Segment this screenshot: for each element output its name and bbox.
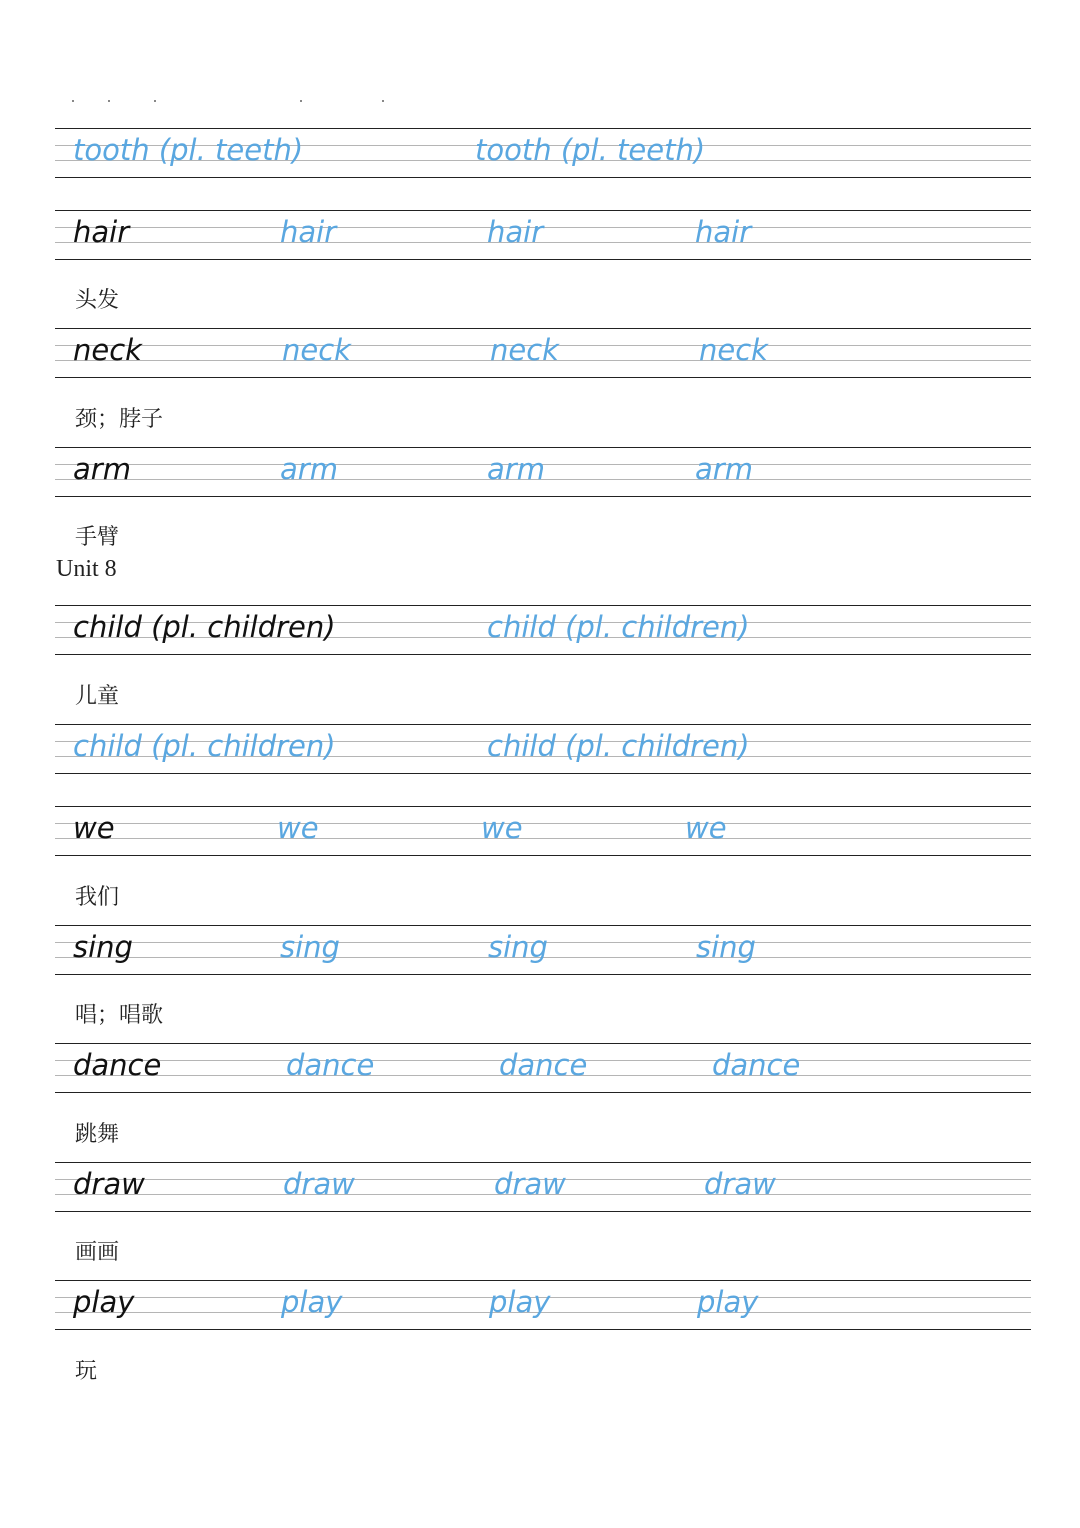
trace-word: we xyxy=(685,811,727,845)
handwriting-line-neck xyxy=(55,328,1031,378)
trace-word: we xyxy=(481,811,523,845)
trace-word: dance xyxy=(712,1048,801,1082)
trace-word: play xyxy=(489,1285,551,1319)
trace-word: arm xyxy=(280,452,338,486)
model-word: play xyxy=(73,1285,135,1319)
trace-word: neck xyxy=(490,333,559,367)
handwriting-line-sing xyxy=(55,925,1031,975)
unit-heading: Unit 8 xyxy=(56,556,117,582)
meaning-sing: 唱；唱歌 xyxy=(75,1003,164,1028)
meaning-child: 儿童 xyxy=(75,684,120,709)
meaning-play: 玩 xyxy=(75,1359,98,1384)
model-word: sing xyxy=(73,930,133,964)
handwriting-line-play xyxy=(55,1280,1031,1330)
model-word: arm xyxy=(73,452,131,486)
model-word: hair xyxy=(73,215,130,249)
meaning-draw: 画画 xyxy=(75,1240,120,1265)
trace-word: child (pl. children) xyxy=(487,729,750,763)
trace-word: neck xyxy=(282,333,351,367)
meaning-neck: 颈；脖子 xyxy=(75,407,164,432)
trace-word: dance xyxy=(499,1048,588,1082)
meaning-arm: 手臂 xyxy=(75,525,120,550)
trace-word: we xyxy=(277,811,319,845)
trace-word: tooth (pl. teeth) xyxy=(475,133,706,167)
trace-word: arm xyxy=(695,452,753,486)
model-word: child (pl. children) xyxy=(73,610,336,644)
handwriting-line-arm xyxy=(55,447,1031,497)
trace-word: tooth (pl. teeth) xyxy=(73,133,304,167)
handwriting-line-hair xyxy=(55,210,1031,260)
trace-word: hair xyxy=(280,215,337,249)
handwriting-line-draw xyxy=(55,1162,1031,1212)
scan-specks xyxy=(60,98,400,104)
trace-word: sing xyxy=(696,930,756,964)
handwriting-line-child xyxy=(55,605,1031,655)
handwriting-line-we xyxy=(55,806,1031,856)
model-word: dance xyxy=(73,1048,162,1082)
trace-word: child (pl. children) xyxy=(73,729,336,763)
model-word: we xyxy=(73,811,115,845)
trace-word: draw xyxy=(494,1167,566,1201)
trace-word: child (pl. children) xyxy=(487,610,750,644)
trace-word: sing xyxy=(488,930,548,964)
meaning-hair: 头发 xyxy=(75,288,120,313)
meaning-we: 我们 xyxy=(75,885,120,910)
trace-word: play xyxy=(281,1285,343,1319)
trace-word: arm xyxy=(487,452,545,486)
handwriting-line-child-trace xyxy=(55,724,1031,774)
trace-word: dance xyxy=(286,1048,375,1082)
trace-word: sing xyxy=(280,930,340,964)
trace-word: play xyxy=(697,1285,759,1319)
trace-word: hair xyxy=(695,215,752,249)
trace-word: draw xyxy=(283,1167,355,1201)
model-word: neck xyxy=(73,333,142,367)
meaning-dance: 跳舞 xyxy=(75,1122,120,1147)
model-word: draw xyxy=(73,1167,145,1201)
handwriting-line-tooth-trace xyxy=(55,128,1031,178)
trace-word: neck xyxy=(699,333,768,367)
trace-word: hair xyxy=(487,215,544,249)
handwriting-line-dance xyxy=(55,1043,1031,1093)
trace-word: draw xyxy=(704,1167,776,1201)
